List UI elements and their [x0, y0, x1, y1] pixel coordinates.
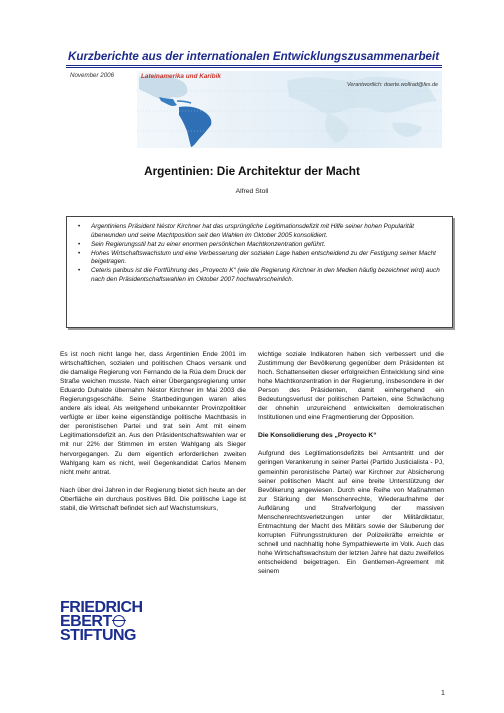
publication-date: November 2006 [70, 72, 115, 79]
title-rule-secondary [66, 67, 442, 68]
summary-item: • Hohes Wirtschaftswachstum und eine Verbesserung der sozialen Lage haben entscheidend zu der Festigung seiner Macht beigetragen. [78, 249, 436, 266]
bullet-marker: • [78, 267, 81, 275]
title-rule [66, 65, 442, 66]
paragraph: Es ist noch nicht lange her, dass Argentinien Ende 2001 im wirtschaftlichen, sozialen und politischen Chaos versank und die damalige Regierung von Fernando de la Rúa dem Druck der Straße weichen musste. Nach einer Übergangsregierung unter Eduardo Duhalde übernahm Néstor Kirchner im Mai 2003 die Regierungsgeschäfte. Seine Startbedingungen waren alles andere als ideal. Als weitgehend unbekannter Provinzpolitiker verfügte er über keine eigenständige politische Machtbasis in der peronistischen Partei und trat sein Amt mit einem Legitimationsdefizit an. Aus den Präsidentschaftswahlen war er mit nur 22% der Stimmen im ersten Wahlgang als Sieger hervorgegangen. Zu dem eigentlich erforderlichen zweiten Wahlgang kam es nicht, weil Gegenkandidat Carlos Menem nicht mehr antrat. [60, 351, 246, 476]
page-number: 1 [441, 690, 445, 697]
logo-line-3: STIFTUNG [60, 627, 136, 644]
summary-box [66, 216, 453, 328]
region-banner [137, 71, 442, 148]
right-column [258, 350, 444, 585]
left-column [60, 350, 246, 522]
paragraph: Nach über drei Jahren in der Regierung bietet sich heute an der Oberfläche ein durchaus positives Bild. Die politische Lage ist stabil, die Wirtschaft befindet sich auf Wachstumskurs, [60, 486, 246, 512]
logo-line-1: FRIEDRICH [60, 599, 143, 616]
summary-list [75, 223, 444, 284]
logo-line-2: EBERT [60, 615, 190, 629]
article-title: Argentinien: Die Architektur der Macht [144, 164, 360, 178]
summary-item: • Ceteris paribus ist die Fortführung des „Proyecto K“ (wie die Regierung Kirchner in den Medien häufig bezeichnet wird) auch nach den Präsidentschaftswahlen im Oktober 2007 hochwahrscheinlich. [78, 267, 440, 283]
summary-item: • Sein Regierungsstil hat zu einer enormen persönlichen Machtkonzentration geführt. [78, 240, 326, 248]
paragraph: Aufgrund des Legitimationsdefizits bei Amtsantritt und der geringen Verankerung in seiner Partei (Partido Justicialista - PJ, gemeinhin peronistische Partei) war Kirchner zur Absicherung seiner politischen Macht auf eine breite Unterstützung der Bevölkerung angewiesen. Durch eine Reihe von Maßnahmen zur Stärkung der Menschenrechte, Wiederaufnahme der Aufklärung und Strafverfolgung der massiven Menschenrechtsverletzungen unter der Militärdiktatur, Entmachtung der Macht des Militärs sowie der Säuberung der korrupten Führungsstrukturen der Polizeikräfte erreichte er schnell und nachhaltig hohe Sympathiewerte im Volk. Auch das hohe Wirtschaftswachstum der letzten Jahre hat dazu zweifellos entscheidend beigetragen. Ein Gentlemen-Agreement mit seinem [258, 450, 444, 576]
region-label: Lateinamerika und Karibik [141, 73, 221, 80]
series-title: Kurzberichte aus der internationalen Entwicklungszusammenarbeit [68, 50, 440, 63]
article-author: Alfred Stoll [235, 188, 269, 195]
globe-icon [113, 615, 125, 627]
summary-item: • Argentiniens Präsident Néstor Kirchner hat das ursprüngliche Legitimationsdefizit mit Hilfe seiner hohen Popularität überwunden und seine Machtposition seit den Wahlen im Oktober 2005 konsolidiert. [78, 223, 414, 239]
bullet-marker: • [78, 223, 81, 230]
bullet-marker: • [78, 249, 81, 257]
section-heading: Die Konsolidierung des „Proyecto K“ [258, 432, 377, 440]
contact-email: Verantwortlich: doerte.wollrad@fes.de [347, 82, 438, 88]
fes-logo [60, 601, 190, 651]
bullet-marker: • [78, 240, 81, 248]
paragraph: wichtige soziale Indikatoren haben sich verbessert und die Zustimmung der Bevölkerung gegenüber dem Präsidenten ist hoch. Schattenseiten dieser erfolgreichen Entwicklung sind eine hohe Machtkonzentration in der Regierung, insbesondere in der Person des Präsidenten, damit einhergehend ein Bedeutungsverlust der politischen Parteien, eine Schwächung der ohnehin unzureichend entwickelten demokratischen Institutionen und eine Fragmentierung der Opposition. [258, 351, 444, 422]
